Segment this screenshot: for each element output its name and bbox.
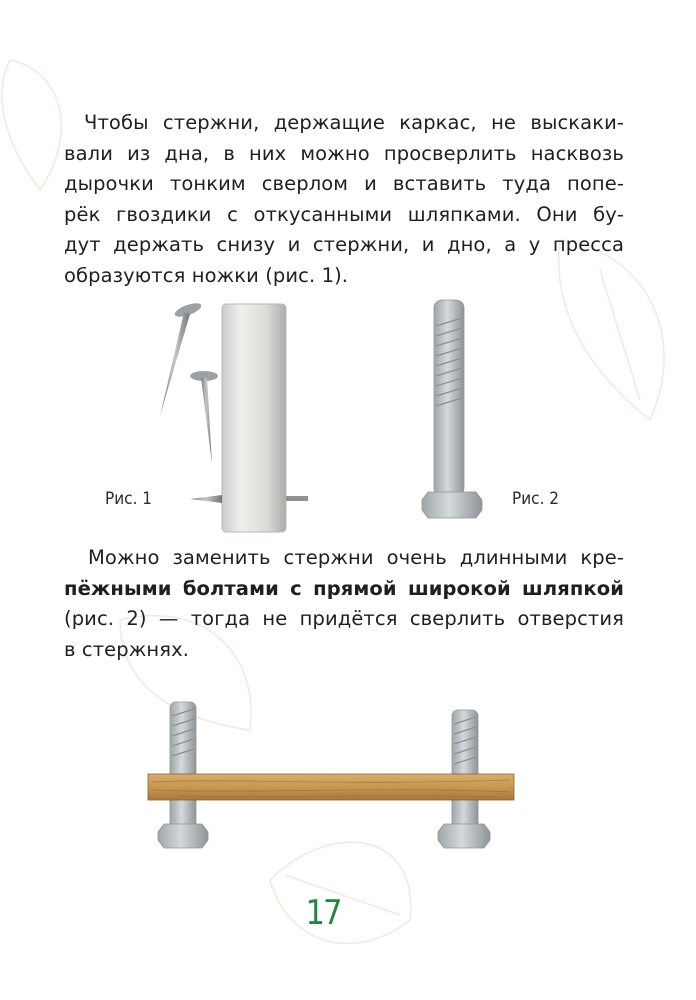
paragraph-1-line: дырочки тонким сверлом и вставить туда попе- [64, 172, 624, 195]
rod [222, 304, 286, 532]
paragraph-2-line: (рис. 2) — тогда не придётся сверлить отверстия [64, 607, 624, 630]
nail-icon [190, 371, 218, 464]
paragraph-2-bold-line: пёжными болтами с прямой широкой шляпкой [64, 576, 624, 600]
nail-icon [160, 301, 203, 416]
paragraph-2-line: Можно заменить стержни очень длинными кре- [88, 546, 624, 569]
wooden-board [148, 774, 514, 800]
figure-1-caption: Рис. 1 [105, 489, 153, 509]
figure-1-rod-with-nails [150, 296, 310, 536]
paragraph-2 [64, 543, 624, 665]
paragraph-1 [64, 108, 624, 291]
paragraph-1-line: вали из дна, в них можно просверлить насквозь [64, 141, 624, 165]
page-number: 17 [305, 893, 341, 933]
paragraph-1-line: дут держать снизу и стержни, и дно, а у пресса [64, 233, 624, 256]
paragraph-1-line: образуются ножки (рис. 1). [64, 263, 349, 287]
paragraph-2-line: в стержнях. [64, 637, 190, 661]
figure-2-caption: Рис. 2 [512, 489, 560, 509]
figure-2-bolt [418, 296, 498, 524]
paragraph-1-line: рёк гвоздики с откусанными шляпками. Они бу- [64, 202, 624, 226]
figure-3-board-with-bolts [140, 690, 520, 860]
paragraph-1-line: Чтобы стержни, держащие каркас, не выскаки- [84, 111, 624, 134]
